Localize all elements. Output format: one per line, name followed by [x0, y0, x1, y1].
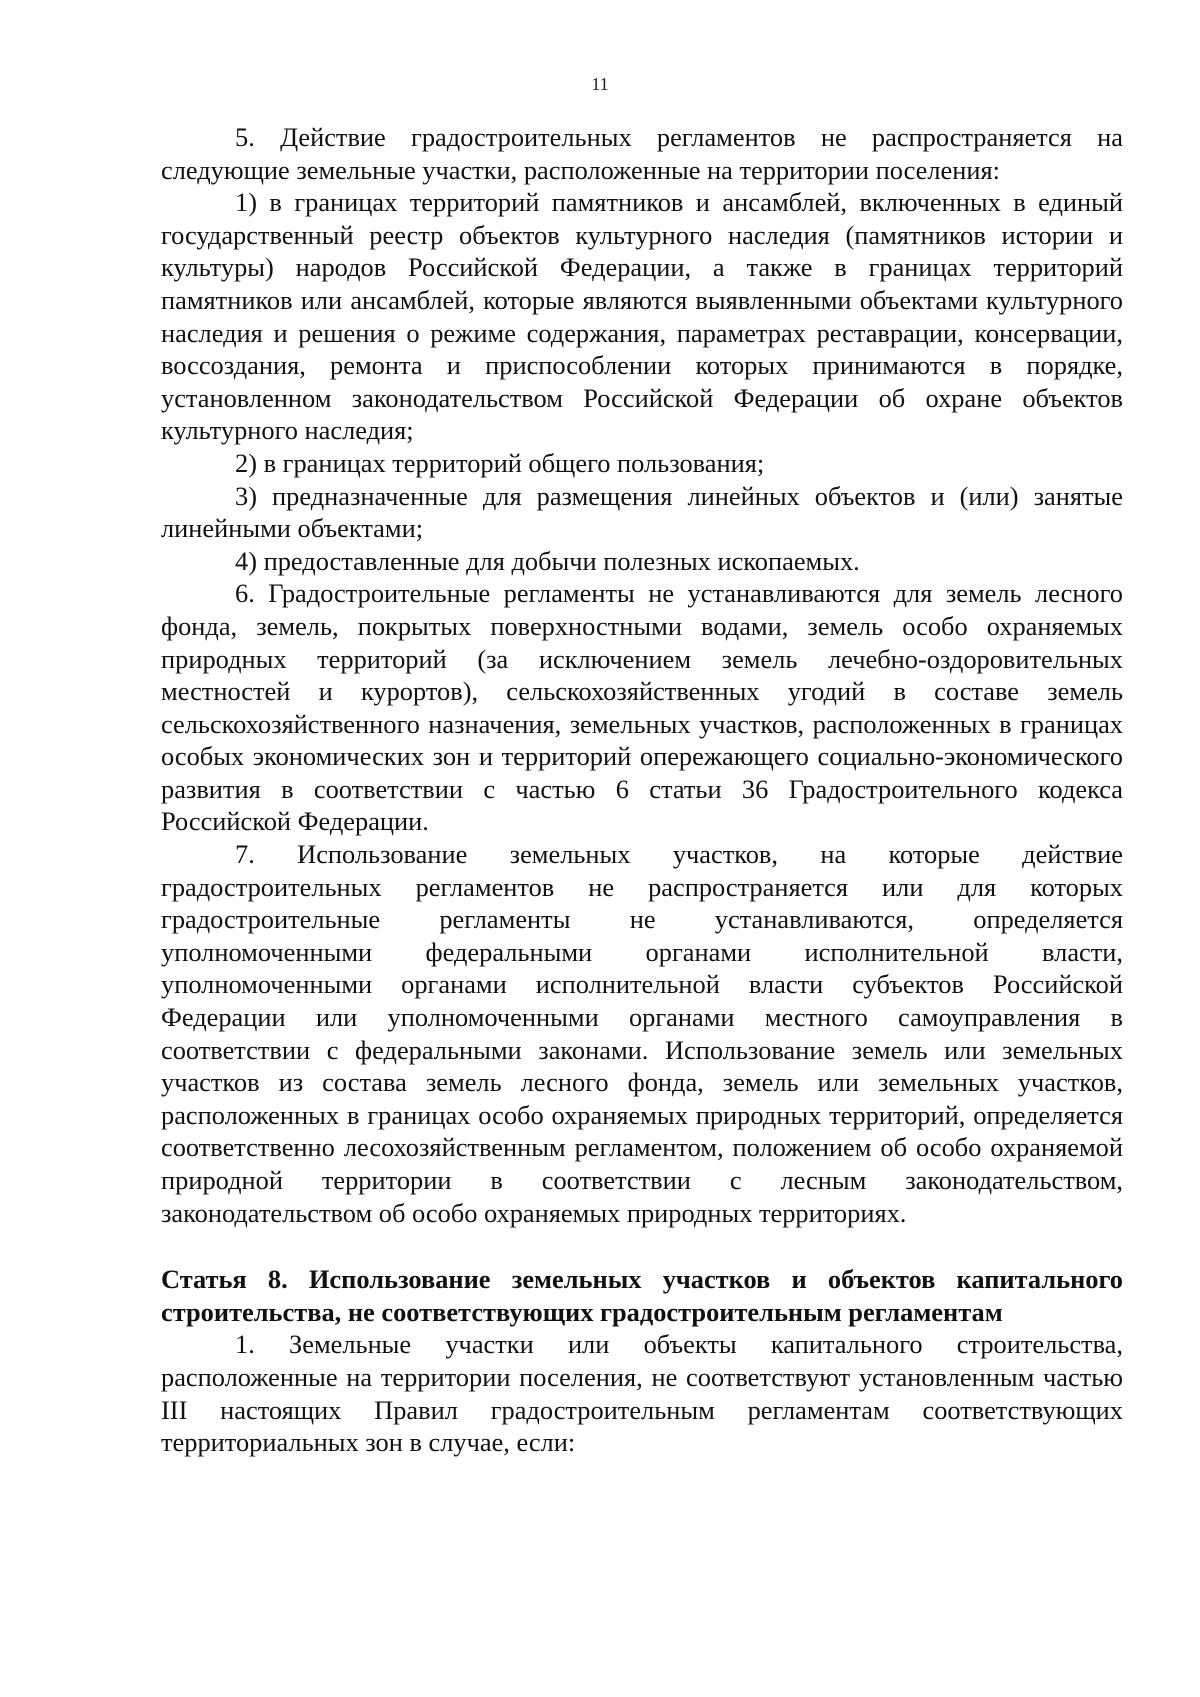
article-heading: Статья 8. Использование земельных участков и объектов капитального строительства, не соответствующих градостроительным регламентам [161, 1264, 1123, 1327]
paragraph-5-item-2: 2) в границах территорий общего пользования; [235, 447, 765, 478]
paragraph-6: 6. Градостроительные регламенты не устанавливаются для земель лесного фонда, земель, покрытых поверхностными водами, земель особо охраняемых природных территорий (за исключением земель лечебно-оздоровительных местностей и курортов), сельскохозяйственных угодий в составе земель сельскохозяйственного назначения, земельных участков, расположенных в границах особых экономических зон и территорий опережающего социально-экономического развития в соответствии с частью 6 статьи 36 Градостроительного кодекса Российской Федерации. [161, 578, 1123, 837]
paragraph-5: 5. Действие градостроительных регламентов не распространяется на следующие земельные участки, расположенные на территории поселения: [161, 122, 1123, 185]
article-paragraph-1: 1. Земельные участки или объекты капитального строительства, расположенные на территории поселения, не соответствуют установленным частью III настоящих Правил градостроительным регламентам соответствующих территориальных зон в случае, если: [161, 1329, 1123, 1458]
paragraph-5-item-4: 4) предоставленные для добычи полезных ископаемых. [235, 545, 860, 576]
page-number: 11 [591, 74, 609, 94]
paragraph-5-item-3: 3) предназначенные для размещения линейных объектов и (или) занятые линейными объектами; [161, 480, 1123, 544]
paragraph-5-item-1: 1) в границах территорий памятников и ансамблей, включенных в единый государственный реестр объектов культурного наследия (памятников истории и культуры) народов Российской Федерации, а также в границах территорий памятников или ансамблей, которые являются выявленными объектами культурного наследия и решения о режиме содержания, параметрах реставрации, консервации, воссоздания, ремонта и приспособлении которых принимаются в порядке, установленном законодательством Российской Федерации об охране объектов культурного наследия; [161, 187, 1123, 446]
document-body [161, 121, 1123, 1459]
paragraph-7: 7. Использование земельных участков, на которые действие градостроительных регламентов не распространяется или для которых градостроительные регламенты не устанавливаются, определяется уполномоченными федеральными органами исполнительной власти, уполномоченными органами исполнительной власти субъектов Российской Федерации или уполномоченными органами местного самоуправления в соответствии с федеральными законами. Использование земель или земельных участков из состава земель лесного фонда, земель или земельных участков, расположенных в границах особо охраняемых природных территорий, определяется соответственно лесохозяйственным регламентом, положением об особо охраняемой природной территории в соответствии с лесным законодательством, законодательством об особо охраняемых природных территориях. [161, 839, 1123, 1228]
